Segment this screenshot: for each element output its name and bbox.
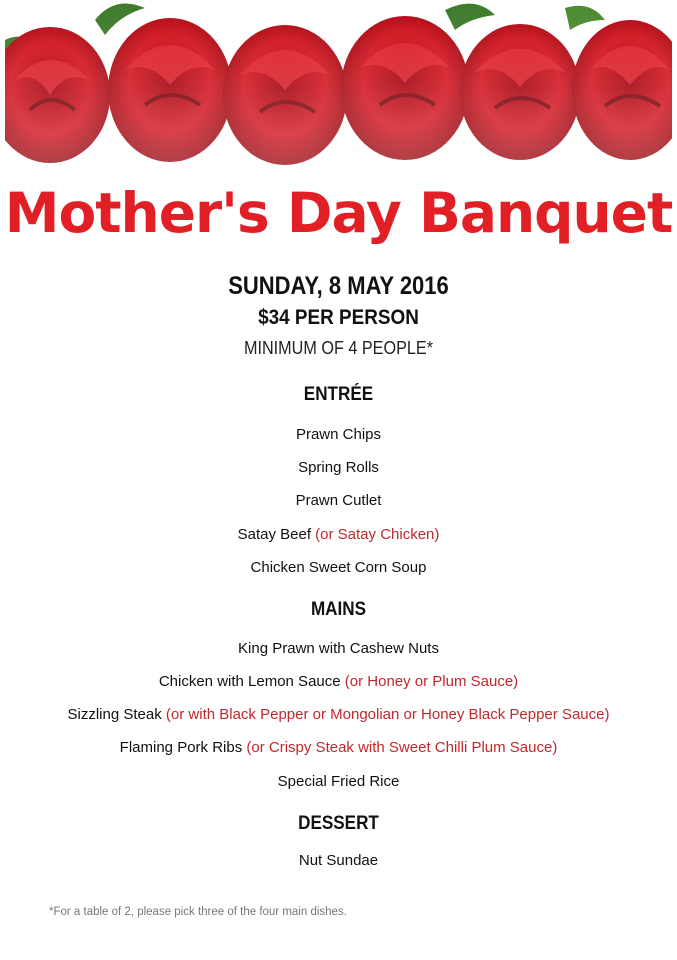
menu-item-name: Special Fried Rice [277,773,400,790]
menu-item-name: Spring Rolls [298,459,379,476]
menu-item-name: Satay Beef [237,526,311,543]
menu-item [0,852,677,869]
menu-item-name: Sizzling Steak [67,706,162,723]
menu-item [0,459,677,476]
menu-item-name: Flaming Pork Ribs [119,739,243,756]
menu-item-name: Prawn Cutlet [295,492,382,509]
menu-item-alternative: (or with Black Pepper or Mongolian or Honey Black Pepper Sauce) [165,706,610,723]
menu-item [0,673,677,690]
section-heading-mains: MAINS [310,599,367,620]
menu-item-alternative: (or Satay Chicken) [315,526,440,543]
price-per-person: $34 PER PERSON [258,306,419,329]
minimum-guests: MINIMUM OF 4 PEOPLE* [243,338,434,358]
menu-item [0,739,677,756]
section-heading-entree: ENTRÉE [303,384,374,405]
menu-item-name: King Prawn with Cashew Nuts [238,640,439,657]
event-date: SUNDAY, 8 MAY 2016 [228,272,449,300]
menu-item-name: Chicken with Lemon Sauce [158,673,341,690]
menu-item [0,640,677,657]
menu-item-name: Chicken Sweet Corn Soup [250,559,427,576]
menu-item-alternative: (or Honey or Plum Sauce) [344,673,519,690]
menu-item [0,706,677,723]
menu-item [0,773,677,790]
footnote: *For a table of 2, please pick three of the four main dishes. [49,906,347,918]
page-title: Mother's Day Banquet [4,181,673,245]
menu-item [0,492,677,509]
menu-item-alternative: (or Crispy Steak with Sweet Chilli Plum Sauce) [246,739,558,756]
menu-item [0,559,677,576]
menu-item-name: Prawn Chips [295,426,382,443]
roses-banner-image [5,0,672,168]
menu-item-name: Nut Sundae [298,852,379,869]
section-heading-dessert: DESSERT [298,813,379,834]
menu-item [0,426,677,443]
menu-item [0,526,677,543]
